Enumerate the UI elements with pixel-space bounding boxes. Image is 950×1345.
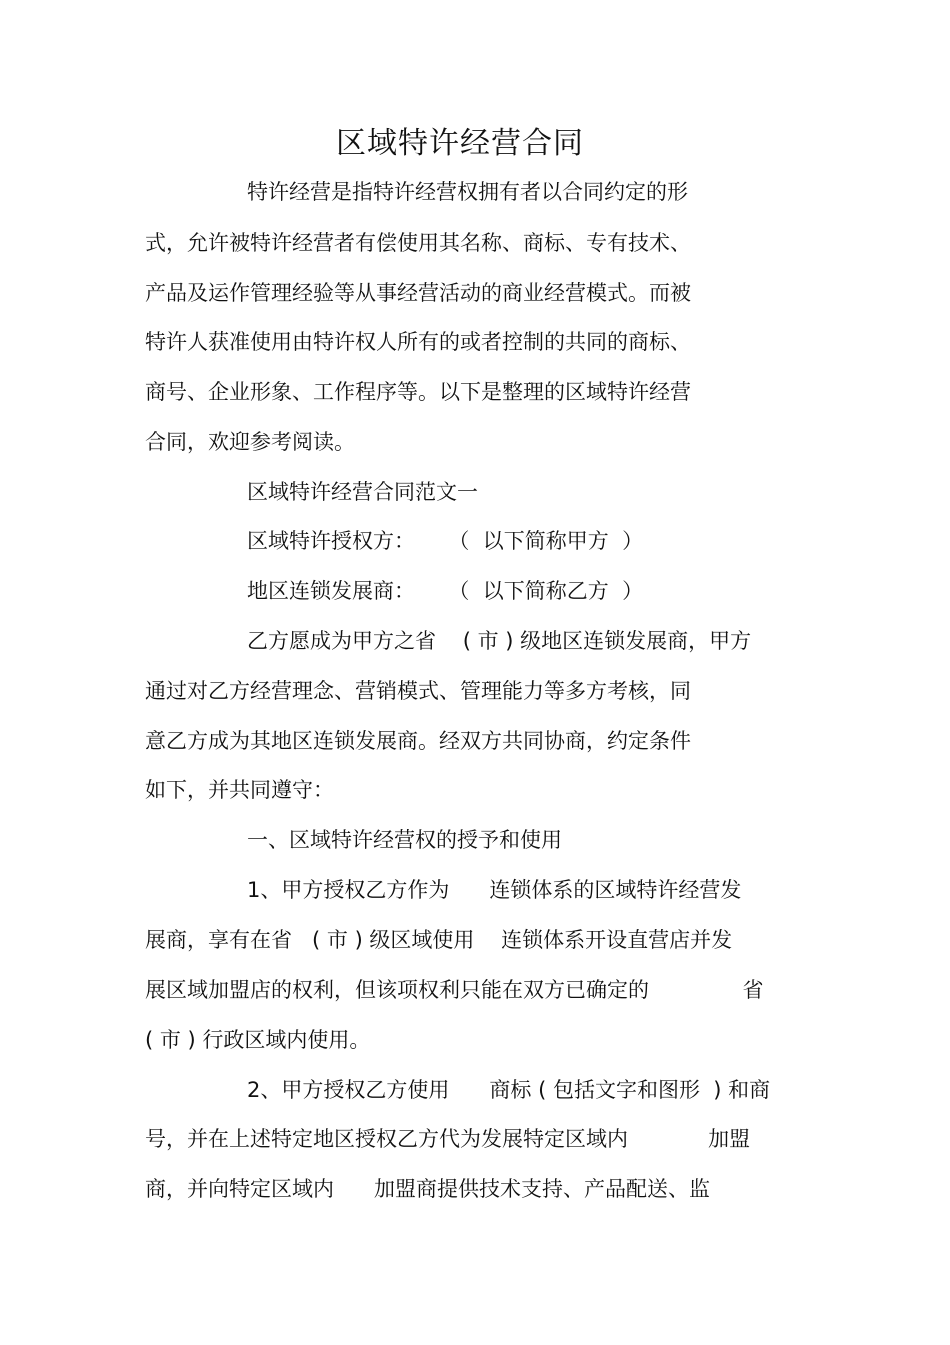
section-heading: 区域特许经营合同范文一 bbox=[247, 480, 478, 504]
paragraph-line: 通过对乙方经营理念、营销模式、管理能力等多方考核，同 bbox=[145, 679, 691, 703]
document-title: 区域特许经营合同 bbox=[336, 126, 584, 161]
paragraph-line: 意乙方成为其地区连锁发展商。经双方共同协商，约定条件 bbox=[145, 729, 691, 753]
paragraph-line: 展区域加盟店的权利，但该项权利只能在双方已确定的 省 bbox=[145, 978, 764, 1002]
paragraph-line: 乙方愿成为甲方之省 ( 市 ) 级地区连锁发展商，甲方 bbox=[247, 629, 752, 653]
paragraph-line: 商，并向特定区域内 加盟商提供技术支持、产品配送、监 bbox=[145, 1177, 711, 1201]
paragraph-line: 产品及运作管理经验等从事经营活动的商业经营模式。而被 bbox=[145, 281, 691, 305]
clause-heading: 一、区域特许经营权的授予和使用 bbox=[247, 828, 562, 852]
paragraph-line: 号，并在上述特定地区授权乙方代为发展特定区域内 加盟 bbox=[145, 1127, 751, 1151]
paragraph-line: 1、甲方授权乙方作为 连锁体系的区域特许经营发 bbox=[247, 878, 742, 902]
paragraph-line: 式，允许被特许经营者有偿使用其名称、商标、专有技术、 bbox=[145, 231, 691, 255]
party-a-line: 区域特许授权方： （ 以下简称甲方 ） bbox=[247, 529, 644, 553]
paragraph-line: 特许经营是指特许经营权拥有者以合同约定的形 bbox=[247, 180, 688, 204]
paragraph-line: 展商，享有在省 ( 市 ) 级区域使用 连锁体系开设直营店并发 bbox=[145, 928, 733, 952]
paragraph-line: 特许人获准使用由特许权人所有的或者控制的共同的商标、 bbox=[145, 330, 691, 354]
paragraph-line: 商号、企业形象、工作程序等。以下是整理的区域特许经营 bbox=[145, 380, 691, 404]
paragraph-line: ( 市 ) 行政区域内使用。 bbox=[145, 1028, 371, 1052]
paragraph-line: 如下，并共同遵守： bbox=[145, 778, 334, 802]
paragraph-line: 合同，欢迎参考阅读。 bbox=[145, 430, 355, 454]
paragraph-line: 2、甲方授权乙方使用 商标 ( 包括文字和图形 ) 和商 bbox=[247, 1078, 771, 1102]
party-b-line: 地区连锁发展商： （ 以下简称乙方 ） bbox=[247, 579, 644, 603]
